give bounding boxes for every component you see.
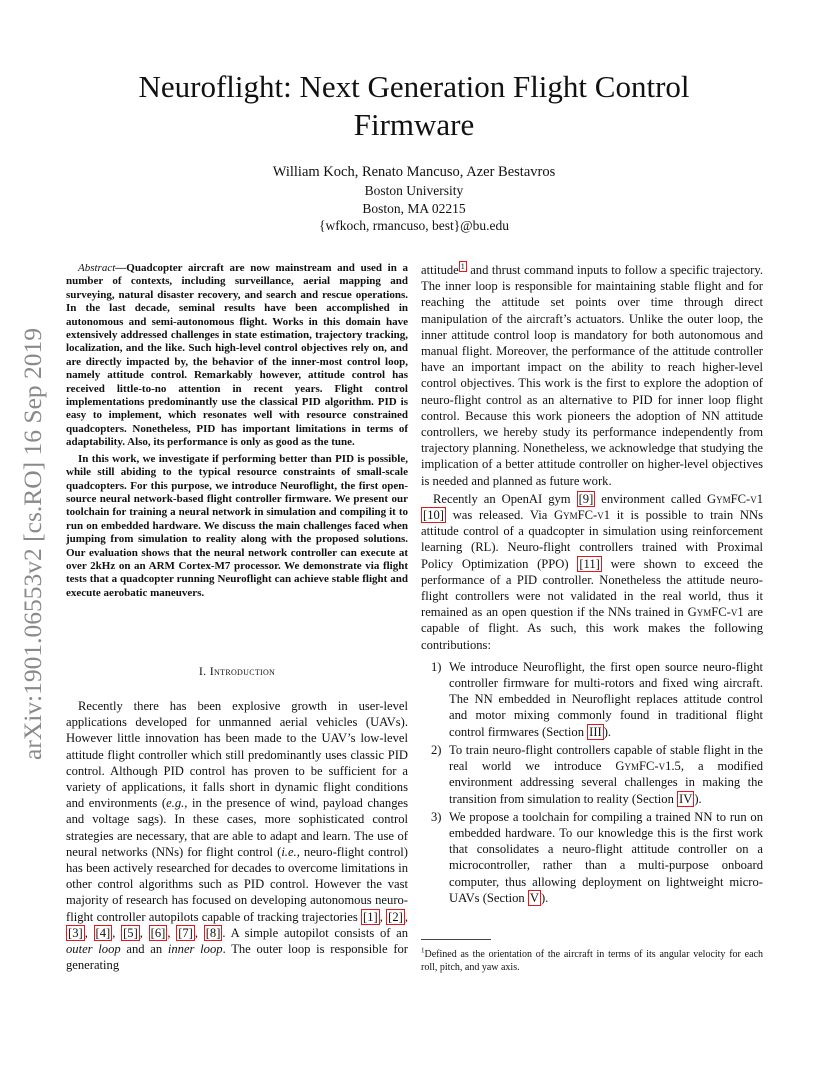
section-title: Introduction	[209, 664, 276, 678]
citation-link[interactable]: [3]	[68, 925, 83, 940]
citation-link[interactable]: [1]	[363, 909, 378, 924]
affiliation: Boston University	[364, 183, 464, 198]
citation-link[interactable]: [9]	[578, 491, 594, 506]
author-block	[200, 163, 628, 235]
author-names: William Koch, Renato Mancuso, Azer Bestavros	[272, 164, 556, 180]
abstract-label: Abstract	[78, 262, 116, 274]
footnote-text: Defined as the orientation of the aircraft in terms of its angular velocity for each roll, pitch, and yaw axis.	[421, 949, 763, 973]
section-link[interactable]: III	[589, 724, 602, 739]
list-item: 2) To train neuro-flight controllers capable of stable flight in the real world we introduce GymFC-v1.5, a modified environment addressing several challenges in making the transition from simulation to reality (Section IV ).	[431, 742, 763, 806]
body-paragraph: Recently there has been explosive growth in user-level applications developed for unmanned aerial vehicles (UAVs). However little innovation has been made to the UAV’s low-level attitude flight controller which still predominantly uses classic PID control. Although PID control has proven to be sufficient for a variety of applications, it falls short in dynamic flight conditions and environments (e.g., in the presence of wind, payload changes and voltage sags). In these cases, more sophisticated control strategies are necessary, that are able to adapt and learn. The use of neural networks (NNs) for flight control (i.e., neuro-flight control) has been actively researched for decades to overcome limitations in other control algorithms such as PID control. However the vast majority of research has focused on developing autonomous neuro-flight controller autopilots capable of tracking trajectories [1] , [2] , [3] , [4] , [5] , [6] , [7] , [8] . A simple autopilot consists of an outer loop and an inner loop. The outer loop is responsible for generating	[66, 699, 409, 973]
footnote	[421, 948, 763, 974]
body-paragraph: attitude $^1$ and thrust command inputs to follow a specific trajectory. The inner loop is responsible for maintaining stable flight and for reaching the attitude set points over time through direct manipulation of the aircraft’s actuators. Unlike the outer loop, the inner attitude control loop is mandatory for both autonomous and manual flight. Moreover, the performance of the attitude controller have an important impact on the ability to reach higher-level control objectives. This work is the first to explore the adoption of neuro-flight control as an alternative to PID for inner loop flight control. Because this work pioneers the adoption of NN attitude controllers, we hereby study its performance independently from trajectory planning. Nonetheless, we acknowledge that studying the implication of a better attitude controller on higher-level objectives is needed and planned as future work.	[421, 261, 763, 488]
list-item: 1) We introduce Neuroflight, the first open source neuro-flight controller firmware for multi-rotors and fixed wing aircraft. The NN embedded in Neuroflight replaces attitude control and motor mixing commonly found in traditional flight control firmwares (Section III ).	[431, 659, 763, 739]
citation-link[interactable]: [10]	[423, 508, 444, 523]
abstract-paragraph	[66, 262, 408, 450]
citation-link[interactable]: [2]	[388, 909, 403, 924]
citation-link[interactable]: [4]	[95, 925, 111, 940]
citation-link[interactable]: [11]	[579, 556, 600, 571]
intro-paragraph-1	[66, 698, 408, 973]
citation-link[interactable]: [8]	[205, 925, 221, 940]
paper-title: Neuroflight: Next Generation Flight Control Firmware	[138, 69, 690, 142]
abstract	[66, 262, 408, 600]
abstract-paragraph: In this work, we investigate if performing better than PID is possible, while still abiding to the typical resource constraints of small-scale quadcopters. For this purpose, we introduce Neuroflight, the first open-source neural network-based flight controller firmware. We present our toolchain for training a neural network in simulation and compiling it to run on embedded hardware. We discuss the main challenges faced when jumping from simulation to reality along with the proposed solutions. Our evaluation shows that the neural network controller can execute at over 2kHz on an ARM Cortex-M7 processor. We demonstrate via flight tests that a quadcopter running Neuroflight can achieve stable flight and execute aerobatic maneuvers.	[66, 452, 408, 599]
section-heading-introduction	[66, 664, 408, 679]
citation-link[interactable]: [6]	[150, 925, 166, 940]
footnote-link[interactable]: 1	[460, 261, 465, 271]
footnote-mark: 1	[421, 946, 425, 955]
citation-link[interactable]: [7]	[178, 925, 193, 940]
contributions-list	[421, 659, 763, 906]
section-number: I.	[198, 664, 207, 678]
section-link[interactable]: IV	[679, 791, 693, 806]
arxiv-identifier: arXiv:1901.06553v2 [cs.RO] 16 Sep 2019	[18, 327, 47, 760]
list-item: 3) We propose a toolchain for compiling a trained NN to run on embedded hardware. To our knowledge this is the first work that consolidates a neuro-flight attitude controller on a microcontroller, rather than a multi-purpose onboard computer, thus allowing deployment on lightweight micro-UAVs (Section V ).	[431, 809, 763, 905]
author-emails: {wfkoch, rmancuso, best}@bu.edu	[319, 218, 509, 233]
citation-link[interactable]: [5]	[123, 925, 138, 940]
body-paragraph: Recently an OpenAI gym [9] environment called GymFC-v1 [10] was released. Via GymFC-v1 it is possible to train NNs attitude control of a quadcopter in simulation using reinforcement learning (RL). Neuro-flight controllers trained with Proximal Policy Optimization (PPO) [11] were shown to exceed the performance of a PID controller. Nonetheless the attitude neuro-flight controllers were not validated in the real world, thus it remained as an open question if the NNs trained in GymFC-v1 are capable of flight. As such, this work makes the following contributions:	[421, 491, 764, 652]
section-link[interactable]: V	[529, 890, 539, 905]
right-column	[421, 262, 763, 906]
abstract-text: —Quadcopter aircraft are now mainstream and used in a number of contexts, including surveillance, aerial mapping and surveying, natural disaster recovery, and search and rescue operations. In the last decade, seminal results have been accomplished in autonomous and semi-autonomous flight. Works in this domain have extensively addressed challenges in state estimation, trajectory tracking, localization, and the like. Such high-level control objectives rely on, and are directly impacted by, the behavior of the inner-most control loop, namely attitude control. Remarkably however, attitude control has received little-to-no attention in recent years. Flight control implementations predominantly use the classical PID algorithm. PID is easy to implement, which resonates well with resource constrained quadcopters. Nonetheless, PID has important limitations in terms of adaptability. Also, its performance is only as good as the tune.	[66, 262, 408, 449]
location: Boston, MA 02215	[362, 200, 466, 216]
footnote-divider	[421, 939, 491, 940]
